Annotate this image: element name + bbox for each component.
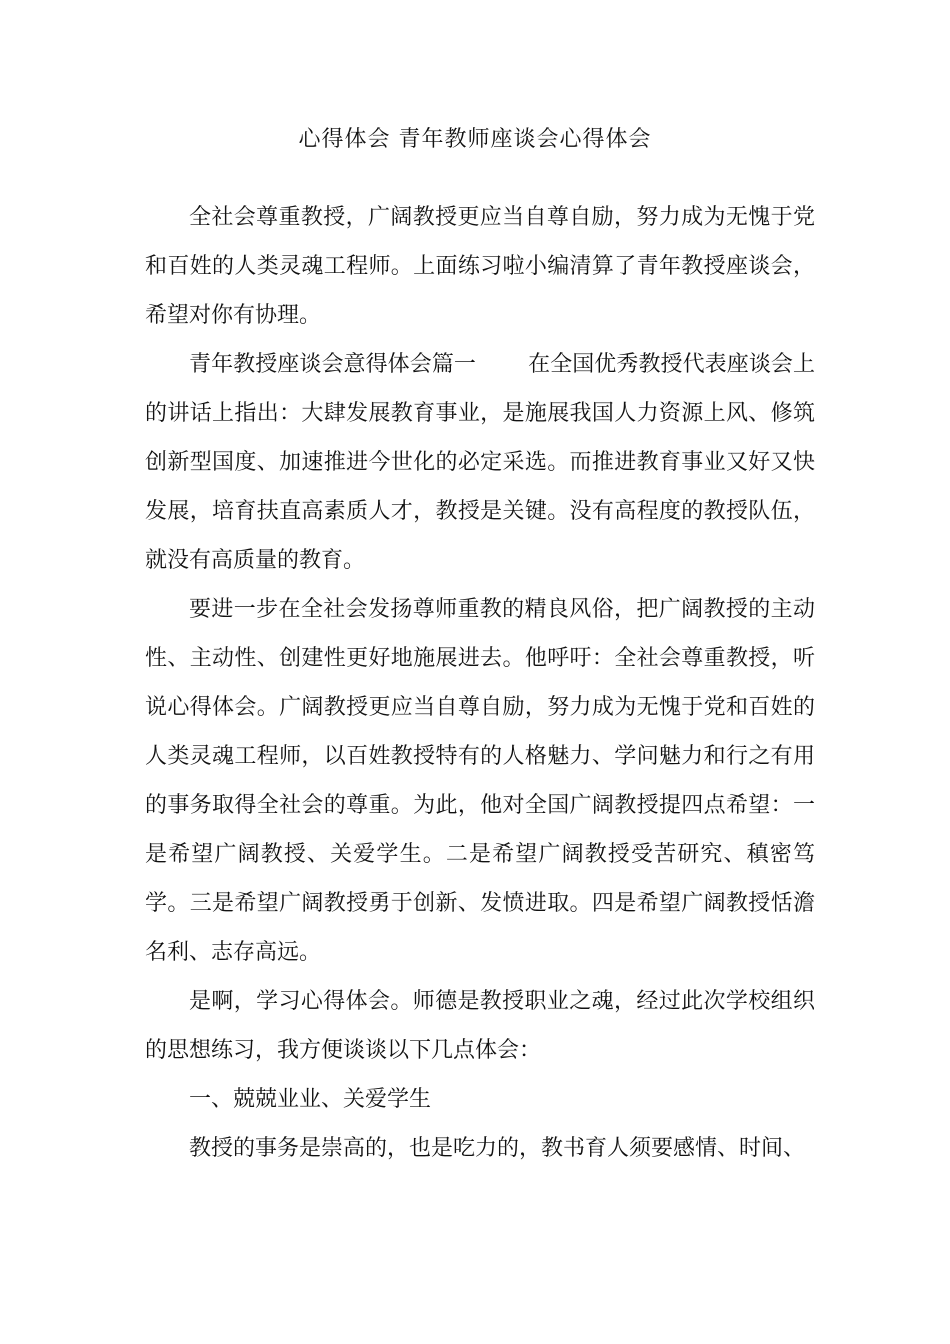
paragraph-4: 是啊，学习心得体会。师德是教授职业之魂，经过此次学校组织的思想练习，我方便谈谈以下几点体会： [145,989,815,1063]
paragraph-2 [145,340,815,585]
section-heading: 青年教授座谈会意得体会篇一 [189,352,476,377]
section-text: 在全国优秀教授代表座谈会上的讲话上指出：大肆发展教育事业，是施展我国人力资源上风、修筑创新型国度、加速推进今世化的必定采选。而推进教育事业又好又快发展，培育扶直高素质人才，教授是关键。没有高程度的教授队伍，就没有高质量的教育。 [145,352,815,573]
paragraph-3: 要进一步在全社会发扬尊师重教的精良风俗，把广阔教授的主动性、主动性、创建性更好地施展进去。他呼吁：全社会尊重教授，听说心得体会。广阔教授更应当自尊自励，努力成为无愧于党和百姓的人类灵魂工程师，以百姓教授特有的人格魅力、学问魅力和行之有用的事务取得全社会的尊重。为此，他对全国广阔教授提四点希望：一是希望广阔教授、关爱学生。二是希望广阔教授受苦研究、稹密笃学。三是希望广阔教授勇于创新、发愤进取。四是希望广阔教授恬澹名利、志存高远。 [145,597,815,965]
paragraph-1: 全社会尊重教授，广阔教授更应当自尊自励，努力成为无愧于党和百姓的人类灵魂工程师。上面练习啦小编清算了青年教授座谈会，希望对你有协理。 [145,205,815,328]
paragraph-6: 教授的事务是崇高的，也是吃力的，教书育人须要感情、时间、 [189,1136,806,1161]
paragraph-5-heading: 一、兢兢业业、关爱学生 [189,1087,432,1112]
document-body [145,193,815,1173]
document-title: 心得体会 青年教师座谈会心得体会 [298,127,652,152]
